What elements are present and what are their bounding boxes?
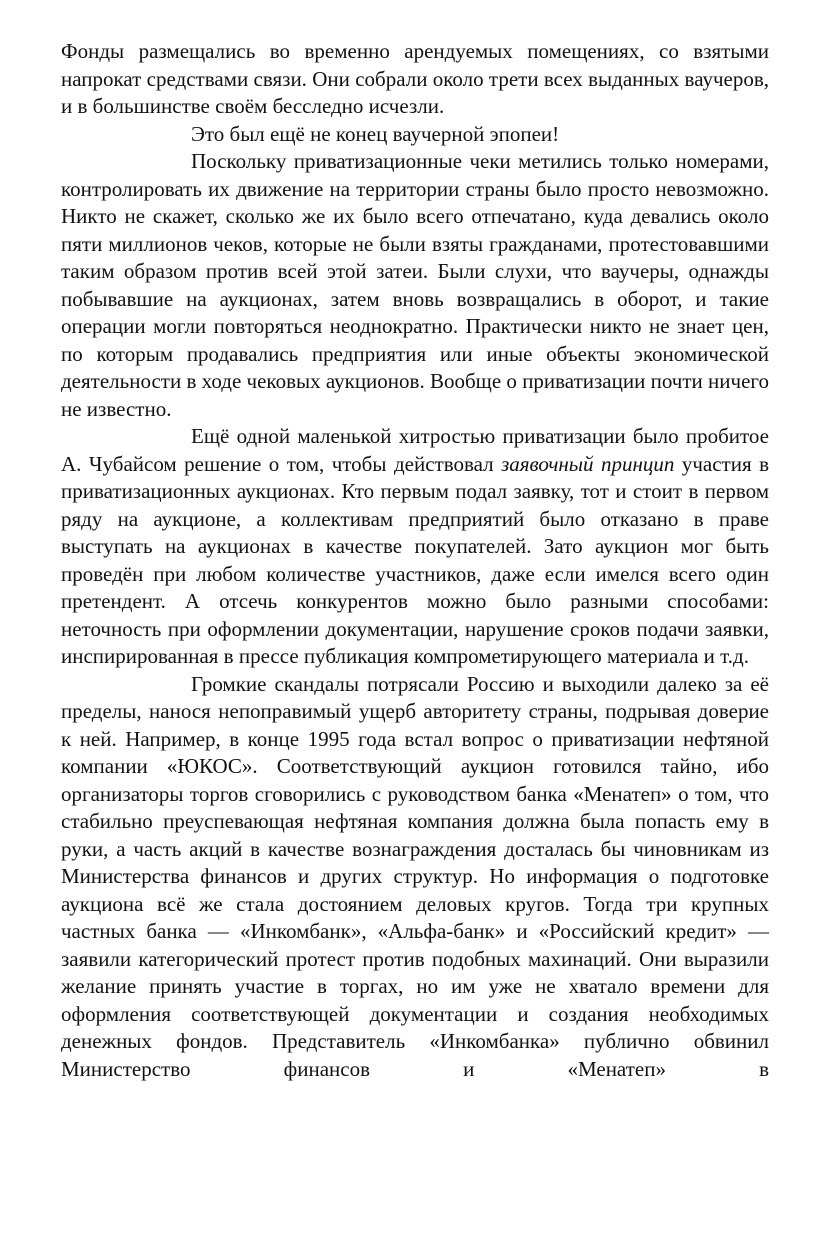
- paragraph-text: Это был ещё не конец ваучерной эпопеи!: [191, 121, 560, 146]
- paragraph-text: Фонды размещались во временно арендуемых помещениях, со взятыми напрокат средствами связи. Они собрали около трети всех выданных ваучеров, и в большинстве своём бесследно исчезли.: [61, 39, 769, 118]
- paragraph: [61, 671, 769, 1084]
- paragraph-text: участия в приватизационных аукционах. Кто первым подал заявку, тот и стоит в первом ряду на аукционе, а коллективам предприятий было отказано в праве выступать на аукционах в качестве покупателей. Зато аукцион мог быть проведён при любом количестве участников, даже если имелся всего один претендент. А отсечь конкурентов можно было разными способами: неточность при оформлении документации, нарушение сроков подачи заявки, инспирированная в прессе публикация компрометирующего материала и т.д.: [61, 451, 769, 668]
- paragraph: [61, 38, 769, 121]
- paragraph: [61, 148, 769, 423]
- paragraph-text: Ещё одной маленькой хитростью приватизации было пробитое А. Чубайсом решение о том, чтобы действовал: [61, 424, 769, 476]
- paragraph-text: Поскольку приватизационные чеки метились только номерами, контролировать их движение на территории страны было просто невозможно. Никто не скажет, сколько же их было всего отпечатано, куда девались около пяти миллионов чеков, которые не были взяты гражданами, протестовавшими таким образом против всей этой затеи. Были слухи, что ваучеры, однажды побывавшие на аукционах, затем вновь возвращались в оборот, и такие операции могли повторяться неоднократно. Практически никто не знает цен, по которым продавались предприятия или иные объекты экономической деятельности в ходе чековых аукционов. Вообще о приватизации почти ничего не известно.: [61, 149, 769, 421]
- document-page: [61, 38, 769, 1083]
- paragraph-text: Громкие скандалы потрясали Россию и выходили далеко за её пределы, нанося непоправимый ущерб авторитету страны, подрывая доверие к ней. Например, в конце 1995 года встал вопрос о приватизации нефтяной компании «ЮКОС». Соответствующий аукцион готовился тайно, ибо организаторы торгов сговорились с руководством банка «Менатеп» о том, что стабильно преуспевающая нефтяная компания должна была попасть ему в руки, а часть акций в качестве вознаграждения досталась бы чиновникам из Министерства финансов и других структур. Но информация о подготовке аукциона всё же стала достоянием деловых кругов. Тогда три крупных частных банка — «Инкомбанк», «Альфа-банк» и «Российский кредит» — заявили категорический протест против подобных махинаций. Они выразили желание принять участие в торгах, но им уже не хватало времени для оформления соответствующей документации и создания необходимых денежных фондов. Представитель «Инкомбанка» публично обвинил Министерство финансов и «Менатеп» в: [61, 671, 769, 1081]
- italic-term: заявочный принцип: [501, 451, 675, 476]
- document-body: [61, 38, 769, 1083]
- paragraph: [61, 423, 769, 671]
- paragraph: [61, 121, 769, 149]
